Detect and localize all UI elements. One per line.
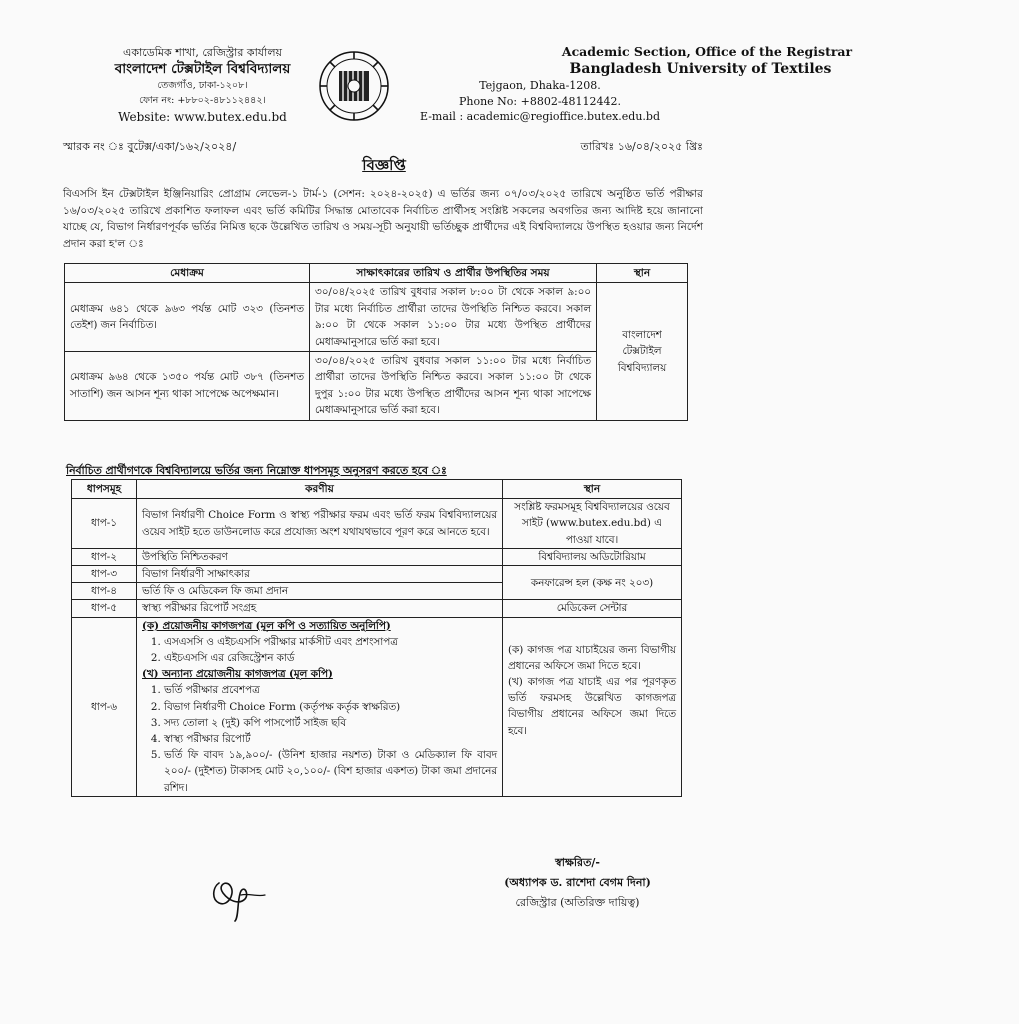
header-tasks: করণীয় bbox=[137, 480, 503, 499]
documents-list-a bbox=[142, 634, 497, 666]
step-task: ভর্তি ফি ও মেডিকেল ফি জমা প্রদান bbox=[137, 583, 503, 600]
merit-cell: মেধাক্রম ৬৪১ থেকে ৯৬৩ পর্যন্ত মোট ৩২৩ (তিনশত তেইশ) জন নির্বাচিত। bbox=[65, 283, 310, 352]
table-row bbox=[72, 548, 682, 565]
step-label: ধাপ-৩ bbox=[72, 566, 137, 583]
header-bn-phone: ফোন নং: +৮৮০২-৪৮১১২৪৪২। bbox=[139, 95, 266, 106]
list-item: 1. ভর্তি পরীক্ষার প্রবেশপত্র bbox=[164, 682, 497, 698]
steps-table bbox=[71, 479, 682, 797]
merit-cell: মেধাক্রম ৯৬৪ থেকে ১৩৫০ পর্যন্ত মোট ৩৮৭ (তিনশত সাতাশি) জন আসন শূন্য থাকা সাপেক্ষে অপেক্ষমান। bbox=[65, 352, 310, 421]
header-en-address: Tejgaon, Dhaka-1208. bbox=[479, 79, 601, 93]
header-bn-address: তেজগাঁও, ঢাকা-১২০৮। bbox=[157, 80, 248, 91]
signature-block bbox=[480, 853, 675, 913]
header-english bbox=[395, 44, 853, 125]
list-item: 1. এসএসসি ও এইচএসসি পরীক্ষার মার্কসীট এবং প্রশংসাপত্র bbox=[164, 634, 497, 650]
header-bn-office: একাডেমিক শাখা, রেজিস্ট্রার কার্যালয় bbox=[123, 46, 282, 59]
university-seal-icon bbox=[318, 50, 390, 122]
header-en-office: Academic Section, Office of the Registrar bbox=[561, 44, 853, 59]
step-label: ধাপ-২ bbox=[72, 548, 137, 565]
table-row bbox=[65, 283, 688, 352]
step-task bbox=[137, 617, 503, 796]
header-place: স্থান bbox=[503, 480, 682, 499]
step-place: কনফারেন্স হল (কক্ষ নং ২০৩) bbox=[503, 566, 682, 600]
place-note-a: (ক) কাগজ পত্র যাচাইয়ের জন্য বিভাগীয় প্রধানের অফিসে জমা দিতে হবে। bbox=[508, 643, 676, 672]
header-website: Website: www.butex.edu.bd bbox=[118, 110, 287, 124]
header-en-email: E-mail : academic@regioffice.butex.edu.bd bbox=[419, 110, 661, 124]
header-en-phone: Phone No: +8802-48112442. bbox=[458, 94, 622, 108]
header-schedule: সাক্ষাৎকারের তারিখ ও প্রার্থীর উপস্থিতির সময় bbox=[310, 264, 597, 283]
step-label: ধাপ-৫ bbox=[72, 600, 137, 617]
signed-label: স্বাক্ষরিত/- bbox=[555, 856, 600, 869]
table-row bbox=[65, 352, 688, 421]
step-task: বিভাগ নির্ধারণী Choice Form ও স্বাস্থ্য পরীক্ষার ফরম এবং ভর্তি ফরম বিশ্ববিদ্যালয়ের ওয়েব সাইট হতে ডাউনলোড করে প্রযোজ্য অংশ যথাযথভাবে পূরণ করে আনতে হবে। bbox=[137, 499, 503, 549]
venue-cell: বাংলাদেশ টেক্সটাইল বিশ্ববিদ্যালয় bbox=[597, 283, 688, 420]
step-task: বিভাগ নির্ধারণী সাক্ষাৎকার bbox=[137, 566, 503, 583]
table-row bbox=[72, 566, 682, 583]
table-row bbox=[72, 617, 682, 796]
header-en-university: Bangladesh University of Textiles bbox=[569, 61, 832, 78]
intro-paragraph: বিএসসি ইন টেক্সটাইল ইঞ্জিনিয়ারিং প্রোগ্রাম লেভেল-১ টার্ম-১ (সেশন: ২০২৪-২০২৫) এ ভর্তির জন্য ০৭/০৩/২০২৫ তারিখে অনুষ্ঠিত ভর্তি পরীক্ষার ১৬/০৩/২০২৫ তারিখে প্রকাশিত ফলাফল এবং ভর্তি কমিটির সিদ্ধান্ত মোতাবেক নির্বাচিত প্রার্থীসহ সংশ্লিষ্ট সকলের অবগতির জন্য আদিষ্ট হয়ে জানানো যাচ্ছে যে, বিভাগ নির্ধারণপূর্বক ভর্তির নিমিত্ত ছকে উল্লেখিত তারিখ ও সময়-সূচী অনুযায়ী ভর্তিচ্ছুক প্রার্থীদের এই বিশ্ববিদ্যালয়ে উপস্থিত হওয়ার জন্য নির্দেশ প্রদান করা হ'ল ঃ bbox=[63, 188, 703, 250]
schedule-header-row bbox=[65, 264, 688, 283]
header-steps: ধাপসমূহ bbox=[72, 480, 137, 499]
header-merit: মেধাক্রম bbox=[65, 264, 310, 283]
list-item: 4. স্বাস্থ্য পরীক্ষার রিপোর্ট bbox=[164, 731, 497, 747]
step-label: ধাপ-১ bbox=[72, 499, 137, 549]
place-note-b: (খ) কাগজ পত্র যাচাই এর পর পূরণকৃত ভর্তি ফরমসহ উল্লেখিত কাগজপত্র বিভাগীয় প্রধানের অফিসে জমা দিতে হবে। bbox=[508, 676, 676, 737]
schedule-cell: ৩০/০৪/২০২৫ তারিখ বুধবার সকাল ৮:০০ টা থেকে সকাল ৯:০০ টার মধ্যে নির্বাচিত প্রার্থীরা তাদের উপস্থিতি নিশ্চিত করবে। সকাল ৯:০০ টা থেকে সকাল ১১:০০ টার মধ্যে উপস্থিত প্রার্থীদের মেধাক্রমানুসারে ভর্তি করা হবে। bbox=[310, 283, 597, 352]
schedule-table bbox=[64, 263, 688, 421]
documents-section-a: (ক) প্রয়োজনীয় কাগজপত্র (মূল কপি ও সত্যায়িত অনুলিপি) bbox=[142, 619, 391, 632]
notice-title: বিজ্ঞপ্তি bbox=[362, 156, 406, 174]
step-place bbox=[503, 617, 682, 796]
notice-date: তারিখঃ ১৬/০৪/২০২৫ খ্রিঃ bbox=[580, 140, 703, 153]
step-place: সংশ্লিষ্ট ফরমসমূহ বিশ্ববিদ্যালয়ের ওয়েব সাইট (www.butex.edu.bd) এ পাওয়া যাবে। bbox=[503, 499, 682, 549]
list-item: 5. ভর্তি ফি বাবদ ১৯,৯০০/- (উনিশ হাজার নয়শত) টাকা ও মেডিক্যাল ফি বাবদ ২০০/- (দুইশত) টাকাসহ মোট ২০,১০০/- (বিশ হাজার একশত) টাকা জমা প্রদানের রশিদ। bbox=[164, 747, 497, 796]
memo-number: স্মারক নং ঃ বুটেক্স/একা/১৬২/২০২৪/ bbox=[63, 140, 237, 153]
step-place: মেডিকেল সেন্টার bbox=[503, 600, 682, 617]
step-place: বিশ্ববিদ্যালয় অডিটোরিয়াম bbox=[503, 548, 682, 565]
steps-header-row bbox=[72, 480, 682, 499]
schedule-cell: ৩০/০৪/২০২৫ তারিখ বুধবার সকাল ১১:০০ টার মধ্যে নির্বাচিত প্রার্থীরা তাদের উপস্থিতি নিশ্চিত করবে। সকাল ১১:০০ টা থেকে দুপুর ১:০০ টার মধ্যে উপস্থিত প্রার্থীদের আসন শূন্য থাকা সাপেক্ষে মেধাক্রমানুসারে ভর্তি করা হবে। bbox=[310, 352, 597, 421]
signatory-designation: রেজিস্ট্রার (অতিরিক্ত দায়িত্ব) bbox=[515, 896, 640, 909]
step-task: স্বাস্থ্য পরীক্ষার রিপোর্ট সংগ্রহ bbox=[137, 600, 503, 617]
steps-heading: নির্বাচিত প্রার্থীগণকে বিশ্ববিদ্যালয়ে ভর্তির জন্য নিম্নোক্ত ধাপসমূহ অনুসরণ করতে হবে ঃ bbox=[66, 464, 447, 477]
step-label: ধাপ-৬ bbox=[72, 617, 137, 796]
table-row bbox=[72, 600, 682, 617]
list-item: 2. বিভাগ নির্ধারণী Choice Form (কর্তৃপক্ষ কর্তৃক স্বাক্ষরিত) bbox=[164, 699, 497, 715]
list-item: 2. এইচএসসি এর রেজিস্ট্রেশন কার্ড bbox=[164, 650, 497, 666]
list-item: 3. সদ্য তোলা ২ (দুই) কপি পাসপোর্ট সাইজ ছবি bbox=[164, 715, 497, 731]
step-label: ধাপ-৪ bbox=[72, 583, 137, 600]
header-venue: স্থান bbox=[597, 264, 688, 283]
step-task: উপস্থিতি নিশ্চিতকরণ bbox=[137, 548, 503, 565]
header-bn-university: বাংলাদেশ টেক্সটাইল বিশ্ববিদ্যালয় bbox=[114, 61, 291, 77]
header-bangla bbox=[95, 44, 310, 126]
documents-list-b bbox=[142, 682, 497, 795]
signatory-name: (অধ্যাপক ড. রাশেদা বেগম দিনা) bbox=[504, 876, 651, 889]
handwritten-signature-icon bbox=[205, 865, 275, 925]
table-row bbox=[72, 499, 682, 549]
documents-section-b: (খ) অন্যান্য প্রয়োজনীয় কাগজপত্র (মূল কপি) bbox=[142, 668, 333, 681]
